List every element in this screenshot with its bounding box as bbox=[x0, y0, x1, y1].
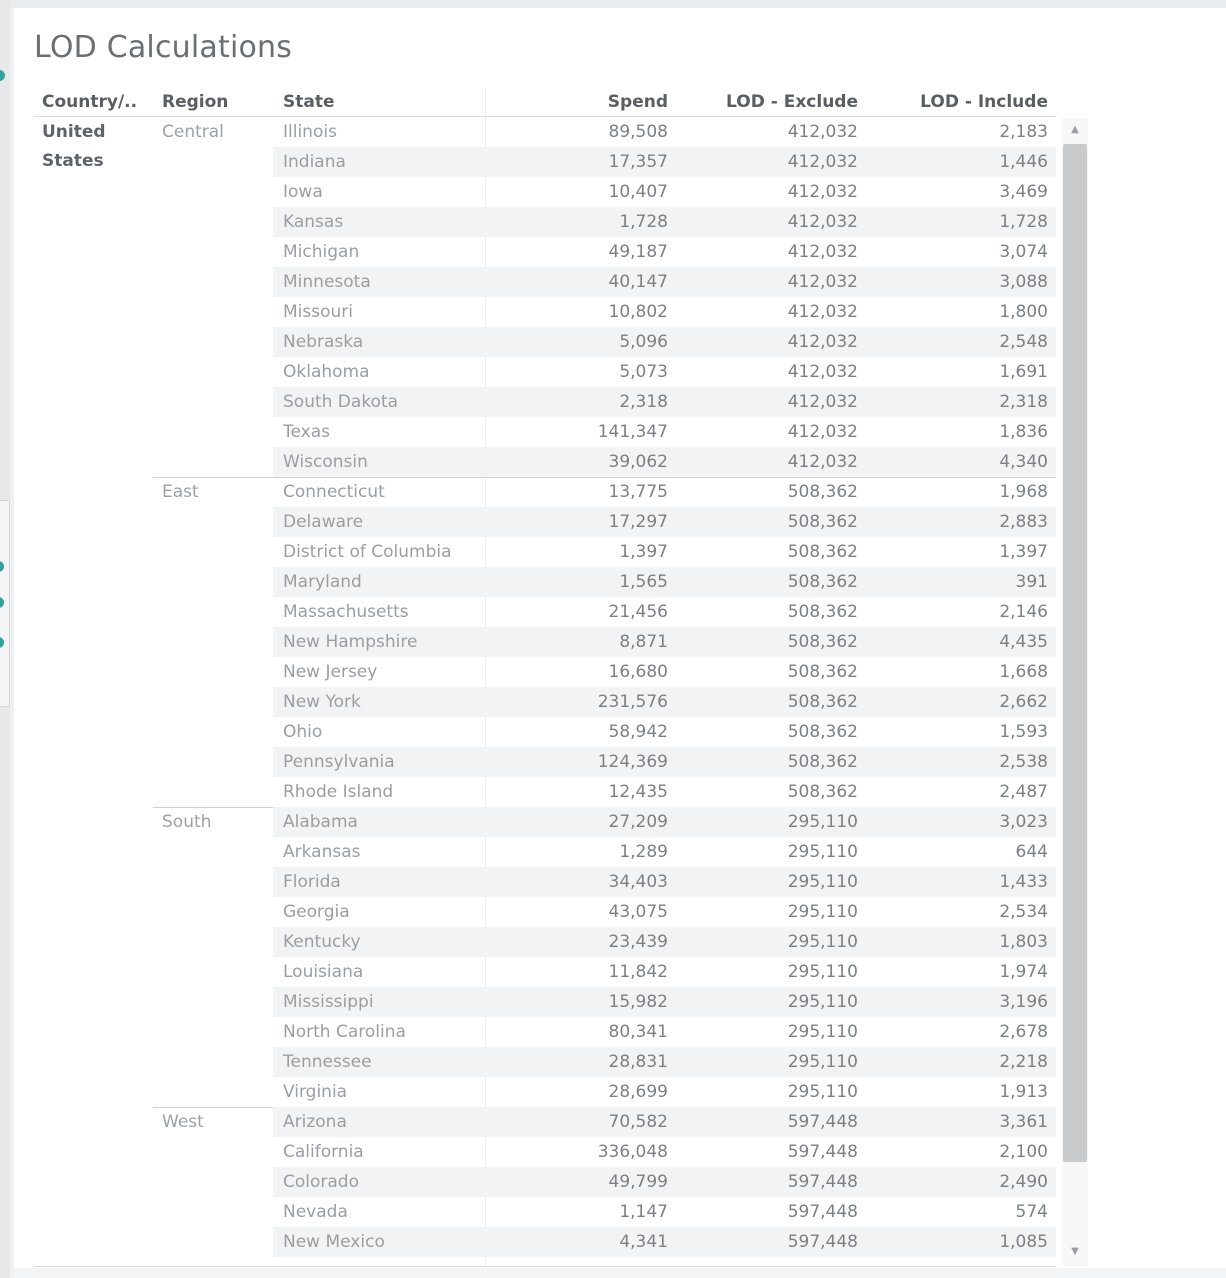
spend-cell[interactable]: 70,582 bbox=[608, 1112, 668, 1132]
lod-exclude-cell[interactable]: 508,362 bbox=[787, 692, 858, 712]
lod-include-cell[interactable]: 2,538 bbox=[999, 752, 1048, 772]
lod-exclude-cell[interactable]: 597,448 bbox=[787, 1202, 858, 1222]
lod-exclude-cell[interactable]: 508,362 bbox=[787, 602, 858, 622]
state-cell[interactable]: Wisconsin bbox=[283, 452, 368, 472]
lod-include-cell[interactable]: 2,548 bbox=[999, 332, 1048, 352]
lod-exclude-cell[interactable]: 508,362 bbox=[787, 632, 858, 652]
lod-exclude-cell[interactable]: 412,032 bbox=[787, 152, 858, 172]
state-cell[interactable]: Missouri bbox=[283, 302, 353, 322]
lod-include-cell[interactable]: 1,085 bbox=[999, 1232, 1048, 1252]
spend-cell[interactable]: 34,403 bbox=[608, 872, 668, 892]
lod-exclude-cell[interactable]: 295,110 bbox=[787, 1082, 858, 1102]
spend-cell[interactable]: 13,775 bbox=[608, 482, 668, 502]
lod-exclude-cell[interactable]: 508,362 bbox=[787, 752, 858, 772]
lod-exclude-cell[interactable]: 295,110 bbox=[787, 872, 858, 892]
state-cell[interactable]: Mississippi bbox=[283, 992, 374, 1012]
spend-cell[interactable]: 80,341 bbox=[608, 1022, 668, 1042]
lod-include-cell[interactable]: 1,668 bbox=[999, 662, 1048, 682]
caret-down-icon[interactable]: ▼ bbox=[1071, 1246, 1079, 1257]
spend-cell[interactable]: 1,147 bbox=[619, 1202, 668, 1222]
lod-exclude-cell[interactable]: 597,448 bbox=[787, 1112, 858, 1132]
spend-cell[interactable]: 2,318 bbox=[619, 392, 668, 412]
lod-include-cell[interactable]: 2,883 bbox=[999, 512, 1048, 532]
caret-up-icon[interactable]: ▲ bbox=[1071, 124, 1079, 135]
lod-exclude-cell[interactable]: 295,110 bbox=[787, 962, 858, 982]
spend-cell[interactable]: 5,073 bbox=[619, 362, 668, 382]
spend-cell[interactable]: 4,341 bbox=[619, 1232, 668, 1252]
header-spend[interactable]: Spend bbox=[607, 92, 668, 112]
lod-exclude-cell[interactable]: 412,032 bbox=[787, 302, 858, 322]
state-cell[interactable]: Louisiana bbox=[283, 962, 364, 982]
spend-cell[interactable]: 1,397 bbox=[619, 542, 668, 562]
lod-exclude-cell[interactable]: 412,032 bbox=[787, 392, 858, 412]
state-cell[interactable]: New York bbox=[283, 692, 361, 712]
left-card-edge bbox=[0, 500, 10, 707]
state-cell[interactable]: Alabama bbox=[283, 812, 358, 832]
lod-exclude-cell[interactable]: 597,448 bbox=[787, 1142, 858, 1162]
lod-exclude-cell[interactable]: 295,110 bbox=[787, 812, 858, 832]
state-cell[interactable]: Maryland bbox=[283, 572, 362, 592]
state-cell[interactable]: New Jersey bbox=[283, 662, 378, 682]
spend-cell[interactable]: 17,357 bbox=[608, 152, 668, 172]
lod-exclude-cell[interactable]: 295,110 bbox=[787, 932, 858, 952]
region-label[interactable]: Central bbox=[162, 122, 224, 142]
header-lod-include[interactable]: LOD - Include bbox=[920, 92, 1048, 112]
lod-include-cell[interactable]: 644 bbox=[1015, 842, 1048, 862]
lod-exclude-cell[interactable]: 295,110 bbox=[787, 1022, 858, 1042]
lod-include-cell[interactable]: 1,913 bbox=[999, 1082, 1048, 1102]
spend-cell[interactable]: 8,871 bbox=[619, 632, 668, 652]
state-cell[interactable]: Nebraska bbox=[283, 332, 364, 352]
lod-exclude-cell[interactable]: 295,110 bbox=[787, 902, 858, 922]
state-cell[interactable]: South Dakota bbox=[283, 392, 399, 412]
region-label[interactable]: West bbox=[162, 1112, 204, 1132]
state-cell[interactable]: Arkansas bbox=[283, 842, 361, 862]
spend-cell[interactable]: 43,075 bbox=[608, 902, 668, 922]
lod-include-cell[interactable]: 1,397 bbox=[999, 542, 1048, 562]
spend-cell[interactable]: 49,799 bbox=[608, 1172, 668, 1192]
lod-include-cell[interactable]: 3,074 bbox=[999, 242, 1048, 262]
header-lod-exclude[interactable]: LOD - Exclude bbox=[726, 92, 858, 112]
lod-exclude-cell[interactable]: 295,110 bbox=[787, 842, 858, 862]
lod-include-cell[interactable]: 4,340 bbox=[999, 452, 1048, 472]
lod-include-cell[interactable]: 3,469 bbox=[999, 182, 1048, 202]
lod-include-cell[interactable]: 1,433 bbox=[999, 872, 1048, 892]
lod-exclude-cell[interactable]: 412,032 bbox=[787, 122, 858, 142]
country-label[interactable]: United States bbox=[42, 122, 106, 171]
spend-cell[interactable]: 1,728 bbox=[619, 212, 668, 232]
lod-include-cell[interactable]: 2,487 bbox=[999, 782, 1048, 802]
lod-include-cell[interactable]: 2,490 bbox=[999, 1172, 1048, 1192]
lod-include-cell[interactable]: 1,974 bbox=[999, 962, 1048, 982]
lod-include-cell[interactable]: 2,662 bbox=[999, 692, 1048, 712]
spend-cell[interactable]: 28,831 bbox=[608, 1052, 668, 1072]
lod-include-cell[interactable]: 2,318 bbox=[999, 392, 1048, 412]
spend-cell[interactable]: 141,347 bbox=[597, 422, 668, 442]
spend-cell[interactable]: 1,289 bbox=[619, 842, 668, 862]
lod-exclude-cell[interactable]: 295,110 bbox=[787, 1052, 858, 1072]
spend-cell[interactable]: 12,435 bbox=[608, 782, 668, 802]
state-cell[interactable]: Illinois bbox=[283, 122, 337, 142]
spend-cell[interactable]: 89,508 bbox=[608, 122, 668, 142]
lod-exclude-cell[interactable]: 597,448 bbox=[787, 1172, 858, 1192]
lod-exclude-cell[interactable]: 508,362 bbox=[787, 662, 858, 682]
spend-cell[interactable]: 231,576 bbox=[597, 692, 668, 712]
lod-include-cell[interactable]: 391 bbox=[1015, 572, 1048, 592]
lod-exclude-cell[interactable]: 597,448 bbox=[787, 1232, 858, 1252]
spend-cell[interactable]: 10,802 bbox=[608, 302, 668, 322]
spend-cell[interactable]: 40,147 bbox=[608, 272, 668, 292]
state-cell[interactable]: Georgia bbox=[283, 902, 350, 922]
state-cell[interactable]: Massachusetts bbox=[283, 602, 409, 622]
spend-cell[interactable]: 49,187 bbox=[608, 242, 668, 262]
state-cell[interactable]: Ohio bbox=[283, 722, 323, 742]
state-cell[interactable]: Indiana bbox=[283, 152, 346, 172]
lod-exclude-cell[interactable]: 412,032 bbox=[787, 212, 858, 232]
spend-cell[interactable]: 11,842 bbox=[608, 962, 668, 982]
lod-exclude-cell[interactable]: 295,110 bbox=[787, 992, 858, 1012]
spend-cell[interactable]: 10,407 bbox=[608, 182, 668, 202]
lod-exclude-cell[interactable]: 412,032 bbox=[787, 362, 858, 382]
lod-exclude-cell[interactable]: 508,362 bbox=[787, 722, 858, 742]
spend-cell[interactable]: 27,209 bbox=[608, 812, 668, 832]
state-cell[interactable]: New Mexico bbox=[283, 1232, 385, 1252]
state-cell[interactable]: North Carolina bbox=[283, 1022, 406, 1042]
lod-include-cell[interactable]: 1,836 bbox=[999, 422, 1048, 442]
state-cell[interactable]: Tennessee bbox=[283, 1052, 372, 1072]
spend-cell[interactable]: 28,699 bbox=[608, 1082, 668, 1102]
state-cell[interactable]: Rhode Island bbox=[283, 782, 394, 802]
top-toolbar-edge bbox=[10, 0, 1226, 8]
lod-exclude-cell[interactable]: 508,362 bbox=[787, 542, 858, 562]
scrollbar-thumb[interactable] bbox=[1063, 144, 1087, 1162]
lod-exclude-cell[interactable]: 412,032 bbox=[787, 332, 858, 352]
state-cell[interactable]: Oklahoma bbox=[283, 362, 370, 382]
lod-include-cell[interactable]: 2,218 bbox=[999, 1052, 1048, 1072]
lod-exclude-cell[interactable]: 508,362 bbox=[787, 512, 858, 532]
state-cell[interactable]: Virginia bbox=[283, 1082, 348, 1102]
lod-include-cell[interactable]: 2,146 bbox=[999, 602, 1048, 622]
state-cell[interactable]: Colorado bbox=[283, 1172, 359, 1192]
lod-exclude-cell[interactable]: 412,032 bbox=[787, 242, 858, 262]
state-cell[interactable]: Kansas bbox=[283, 212, 344, 232]
spend-cell[interactable]: 1,565 bbox=[619, 572, 668, 592]
state-cell[interactable]: Delaware bbox=[283, 512, 364, 532]
table-bottom-border bbox=[34, 1266, 1056, 1267]
lod-include-cell[interactable]: 1,593 bbox=[999, 722, 1048, 742]
lod-include-cell[interactable]: 1,728 bbox=[999, 212, 1048, 232]
lod-include-cell[interactable]: 1,691 bbox=[999, 362, 1048, 382]
lod-include-cell[interactable]: 3,196 bbox=[999, 992, 1048, 1012]
state-cell[interactable]: New Hampshire bbox=[283, 632, 418, 652]
state-cell[interactable]: Nevada bbox=[283, 1202, 348, 1222]
lod-exclude-cell[interactable]: 412,032 bbox=[787, 452, 858, 472]
state-cell[interactable]: Minnesota bbox=[283, 272, 371, 292]
lod-include-cell[interactable]: 1,800 bbox=[999, 302, 1048, 322]
state-cell[interactable]: Arizona bbox=[283, 1112, 347, 1132]
lod-exclude-cell[interactable]: 508,362 bbox=[787, 782, 858, 802]
lod-exclude-cell[interactable]: 412,032 bbox=[787, 272, 858, 292]
lod-include-cell[interactable]: 4,435 bbox=[999, 632, 1048, 652]
lod-include-cell[interactable]: 2,678 bbox=[999, 1022, 1048, 1042]
state-cell[interactable]: Texas bbox=[283, 422, 330, 442]
state-cell[interactable]: Michigan bbox=[283, 242, 360, 262]
state-cell[interactable]: Iowa bbox=[283, 182, 323, 202]
lod-exclude-cell[interactable]: 508,362 bbox=[787, 482, 858, 502]
region-label[interactable]: South bbox=[162, 812, 212, 832]
spend-cell[interactable]: 39,062 bbox=[608, 452, 668, 472]
spend-cell[interactable]: 336,048 bbox=[597, 1142, 668, 1162]
lod-include-cell[interactable]: 1,446 bbox=[999, 152, 1048, 172]
lod-exclude-cell[interactable]: 412,032 bbox=[787, 182, 858, 202]
lod-exclude-cell[interactable]: 412,032 bbox=[787, 422, 858, 442]
lod-include-cell[interactable]: 3,088 bbox=[999, 272, 1048, 292]
spend-cell[interactable]: 16,680 bbox=[608, 662, 668, 682]
lod-include-cell[interactable]: 2,100 bbox=[999, 1142, 1048, 1162]
state-cell[interactable]: Kentucky bbox=[283, 932, 361, 952]
header-region[interactable]: Region bbox=[162, 92, 229, 112]
worksheet-title: LOD Calculations bbox=[34, 30, 293, 65]
radio-icon[interactable] bbox=[0, 561, 4, 572]
table-row-partial bbox=[273, 1256, 1056, 1266]
lod-exclude-cell[interactable]: 508,362 bbox=[787, 572, 858, 592]
spend-cell[interactable]: 5,096 bbox=[619, 332, 668, 352]
lod-include-cell[interactable]: 2,183 bbox=[999, 122, 1048, 142]
bottom-edge bbox=[14, 1268, 1226, 1278]
spend-cell[interactable]: 124,369 bbox=[597, 752, 668, 772]
lod-include-cell[interactable]: 2,534 bbox=[999, 902, 1048, 922]
lod-include-cell[interactable]: 1,803 bbox=[999, 932, 1048, 952]
radio-icon[interactable] bbox=[0, 637, 4, 648]
region-label[interactable]: East bbox=[162, 482, 199, 502]
header-country[interactable]: Country/.. bbox=[42, 92, 138, 112]
state-cell[interactable]: District of Columbia bbox=[283, 542, 452, 562]
lod-include-cell[interactable]: 1,968 bbox=[999, 482, 1048, 502]
spend-cell[interactable]: 17,297 bbox=[608, 512, 668, 532]
column-divider bbox=[485, 88, 486, 1268]
lod-include-cell[interactable]: 3,361 bbox=[999, 1112, 1048, 1132]
header-state[interactable]: State bbox=[283, 92, 335, 112]
spend-cell[interactable]: 21,456 bbox=[608, 602, 668, 622]
spend-cell[interactable]: 23,439 bbox=[608, 932, 668, 952]
state-cell[interactable]: Florida bbox=[283, 872, 341, 892]
state-cell[interactable]: California bbox=[283, 1142, 364, 1162]
lod-include-cell[interactable]: 3,023 bbox=[999, 812, 1048, 832]
spend-cell[interactable]: 15,982 bbox=[608, 992, 668, 1012]
radio-icon[interactable] bbox=[0, 597, 4, 608]
state-cell[interactable]: Connecticut bbox=[283, 482, 385, 502]
lod-include-cell[interactable]: 574 bbox=[1015, 1202, 1048, 1222]
state-cell[interactable]: Pennsylvania bbox=[283, 752, 395, 772]
spend-cell[interactable]: 58,942 bbox=[608, 722, 668, 742]
